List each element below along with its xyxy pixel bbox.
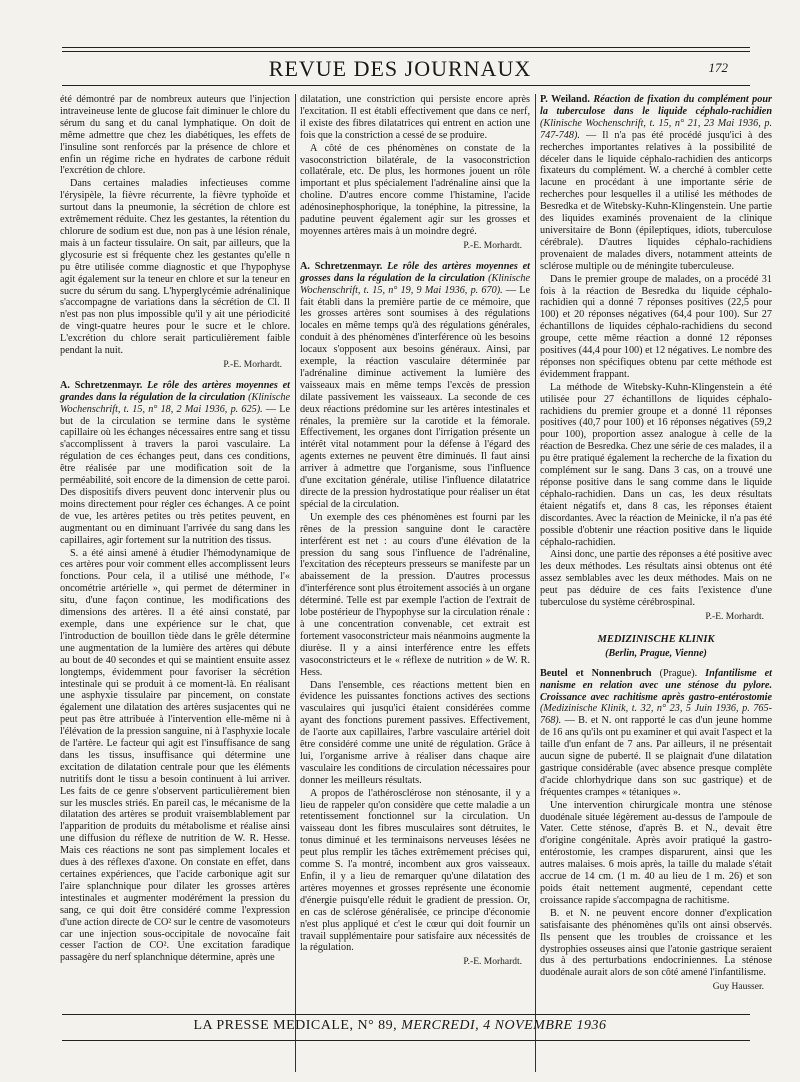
paragraph: La méthode de Witebsky-Kuhn-Klingenstein a été utilisée pour 27 échantillons de liquides céphalo-rachidiens du premier groupe et a donné 11 réponses positives (40,7 pour 100) et 16 réponses négatives (59,2 pour 100), proportion assez analogue à celle de la réaction de Besredka. Chez une série de ces malades, il a pu être pratiqué également la recherche de la fixation du complément sur le sang. Dans 3 cas, on a trouvé une réponse positive dans le sang comme dans le liquide céphalo-rachidien. Dans un cas, les deux résultats étaient négatifs et, dans 8 cas, les réponses étaient discordantes. Avec la réaction de Meinicke, il n'a pas été possible d'obtenir une réaction positive dans le liquide céphalo-rachidien. bbox=[540, 381, 772, 548]
signature: P.-E. Morhardt. bbox=[463, 240, 522, 251]
header-divider bbox=[62, 85, 750, 86]
footer-rule bbox=[62, 1040, 750, 1041]
paragraph: été démontré par de nombreux auteurs que l'injection intraveineuse lente de glucose fait diminuer le chlore du sérum du sang et du canal lymphatique. On doit de même admettre que chez les diabétiques, les effets de l'insuline sont renforcés par la présence de chlore et enfin un régime riche en hydrates de carbone réduit l'excrétion de chlore. bbox=[60, 94, 290, 177]
column-2 bbox=[300, 94, 530, 975]
paragraph: Dans certaines maladies infectieuses comme l'érysipèle, la fièvre récurrente, la fièvre typhoïde et surtout dans la pneumonie, la sécrétion de chlore est extrêmement réduite. Chez les gestantes, la rétention du chlorure de sodium est due, non pas à une lésion rénale, mais à un facteur tissulaire. On sait, par ailleurs, que la glycosurie est si fréquente chez les gestantes qu'elle n pu être utilisée comme diagnostic et que l'hypophyse agit également sur la teneur en chlore et sur la teneur en sucre du sérum du sang. L'hyperglycémie adrénalinique s'accompagne de variations dans la sécrétion de Cl. Il n'est pas non plus impossible qu'il y ait une périodicité de vingt-quatre heures pour le sucre et le chlore. L'excrétion du chlore serait particulièrement faible pendant la nuit. bbox=[60, 178, 290, 357]
article-reference: (Klinische Wochenschrift, t. 15, n° 19, 9 Mai 1936, p. 670). bbox=[300, 272, 530, 296]
footer-journal: LA PRESSE MEDICALE, N° 89, bbox=[193, 1018, 398, 1033]
article-title: Infantilisme et nanisme en relation avec une sténose du pylore. Croissance avec rachitisme après gastro-entérostomie bbox=[540, 667, 772, 703]
signature: P.-E. Morhardt. bbox=[463, 957, 522, 968]
article-reference: (Klinische Wochenschrift, t. 15, n° 21, 23 Mai 1936, p. 747-748). bbox=[540, 117, 772, 141]
header-rule bbox=[62, 47, 750, 48]
article-author: P. Weiland. bbox=[540, 94, 590, 105]
footer-date: MERCREDI, 4 NOVEMBRE 1936 bbox=[401, 1018, 607, 1033]
footer-rule bbox=[62, 1014, 750, 1015]
article-text: — Le but de la circulation se termine dans le système capillaire où les échanges nécessaires entre sang et tissu s'accomplissent à travers la paroi vasculaire. La régulation de ces échanges peut, dans ces conditions, être réalisée par une modification soit de la perméabilité, soit encore de la dimension de cette paroi. Des dispositifs divers peuvent donc intervenir plus ou moins directement pour régler ces échanges. A ce point de vue, les artères petites ou très petites peuvent, en augmentant ou en diminuant l'arrivée du sang dans les capillaires, agir fortement sur la nutrition des tissus. bbox=[60, 403, 291, 546]
paragraph: B. et N. ne peuvent encore donner d'explication satisfaisante des phénomènes qu'ils ont ainsi observés. Ils pensent que les troubles de croissance et les dystrophies osseuses ainsi que l'atonie gastrique seraient dus à des perturbations endocriniennes. La sténose duodénale aurait alors de son côté amené l'infantilisme. bbox=[540, 907, 772, 979]
paragraph: Dans l'ensemble, ces réactions mettent bien en évidence les puissantes fonctions actives des sections vasculaires qui jusqu'ici étaient considérées comme ayant des fonctions purement passives. Effectivement, de l'aorte aux capillaires, l'arbre vasculaire artériel doit être considéré comme une unité de régulation. Grâce à lui, l'organisme arrive à réaliser dans chaque aire vasculaire les conditions de circulation nécessaires pour donner les meilleurs résultats. bbox=[300, 679, 530, 786]
section-title: MEDIZINISCHE KLINIK bbox=[597, 633, 715, 645]
article-title: Le rôle des artères moyennes et grandes dans la régulation de la circulation bbox=[60, 379, 291, 403]
column-3 bbox=[540, 94, 772, 1000]
article-title: Réaction de fixation du complément pour la tuberculose dans le liquide céphalo-rachidien bbox=[540, 94, 773, 117]
page-number: 172 bbox=[708, 60, 728, 75]
page-footer bbox=[0, 1018, 800, 1034]
paragraph: dilatation, une constriction qui persiste encore après l'excitation. Il est établi effectivement que dans ce nerf, il existe des fibres dilatatrices qui entrent en action une fois que la constriction a cessé de se produire. bbox=[300, 94, 530, 141]
column-1 bbox=[60, 94, 290, 964]
signature: Guy Hausser. bbox=[712, 982, 764, 993]
article-abstract bbox=[540, 668, 772, 799]
article-text: — Il n'a pas été procédé jusqu'ici à des recherches importantes relatives à la possibilité de déceler dans le liquide céphalo-rachidien des anticorps fixateurs du complément. W. a cherché à combler cette lacune en procédant à une importante série de recherches pour lesquelles il a utilisé les méthodes de Besredka et de Witebsky-Kuhn-Klingenstein. Une partie des liquides examinés provenaient de la clinique universitaire de Bonn (épileptiques, idiots, tuberculose cérébrale). D'autres liquides céphalo-rachidiens provenaient de malades divers, notamment atteints de sclérose multiple ou de méningite tuberculeuse. bbox=[540, 129, 772, 272]
article-reference: (Medizinische Klinik, t. 32, n° 23, 5 Juin 1936, p. 765-768). bbox=[540, 703, 772, 727]
article-abstract bbox=[60, 380, 290, 547]
article-abstract bbox=[300, 261, 530, 511]
paragraph: Ainsi donc, une partie des réponses a été positive avec les deux méthodes. Les résultats ainsi obtenus ont été assez semblables avec les deux méthodes. Mais on ne peut pas déduire de ces faits l'existence d'une tuberculose du système cérébrospinal. bbox=[540, 549, 772, 609]
article-place: (Prague). bbox=[659, 667, 698, 679]
article-author: A. Schretzenmayr. bbox=[60, 379, 143, 391]
article-abstract bbox=[540, 94, 772, 273]
paragraph: A propos de l'athérosclérose non sténosante, il y a lieu de rappeler qu'on considère que cette maladie a un retentissement fonctionnel sur la circulation. Un vaisseau dont les fibres musculaires sont détruites, le tonus diminué et les terminaisons nerveuses lésées ne peut plus remplir les tâches extrêmement précises qui, comme S. l'a montré, incombent aux gros vaisseaux. Enfin, il y a lieu de remarquer qu'une dilatation des artères moyennes et grosses représente une économie d'énergie puisqu'elle réduit le gradient de pression. Or, en cas de sclérose généralisée, ce principe d'économie n'est plus appliqué et c'est le cœur qui doit fournir un travail supplémentaire pour satisfaire aux nécessités de la régulation. bbox=[300, 787, 530, 954]
section-subtitle: (Berlin, Prague, Vienne) bbox=[605, 647, 707, 659]
article-title: Le rôle des artères moyennes et grosses dans la régulation de la circulation bbox=[300, 260, 531, 284]
page-title: REVUE DES JOURNAUX bbox=[268, 56, 532, 81]
article-text: — B. et N. ont rapporté le cas d'un jeune homme de 16 ans qu'ils ont pu examiner et qui avait l'aspect et la taille d'un enfant de 7 ans. Par ailleurs, il ne présentait aucun signe de puberté. Il se plaignait d'une dilatation gastrique considérable (avec absence presque complète d'acide chlorhydrique dans son suc gastrique) et de fréquentes crampes « tétaniques ». bbox=[540, 715, 772, 798]
paragraph: A côté de ces phénomènes on constate de la vasoconstriction bilatérale, de la vasoconstriction collatérale, etc. De plus, les hormones jouent un rôle important et plus spécialement l'adrénaline ainsi que la choline. D'autres encore comme l'histamine, l'acide adénosinephosphorique, la tonéphine, la pitressine, la padutine peuvent également agir sur les grosses et moyennes artères mais à un moindre degré. bbox=[300, 142, 530, 237]
paragraph: Une intervention chirurgicale montra une sténose duodénale située légèrement au-dessus de l'ampoule de Vater. Cette sténose, d'après B. et N., devait être d'origine congénitale. Après avoir pratiqué la gastro-entérostomie, les crampes disparurent, ainsi que les autres malaises. 6 mois après, la taille du malade s'était accrue de 14 cm. (1 m. 40 au lieu de 1 m. 26) et son poids était nettement augmenté, cependant cette croissance rapide s'accompagna de rachitisme. bbox=[540, 799, 772, 906]
column-divider bbox=[295, 94, 296, 1072]
article-reference: (Klinische Wochenschrift, t. 15, n° 18, 2 Mai 1936, p. 625). bbox=[60, 391, 290, 415]
signature: P.-E. Morhardt. bbox=[705, 611, 764, 622]
signature: P.-E. Morhardt. bbox=[223, 359, 282, 370]
column-divider bbox=[535, 94, 536, 1072]
header-rule bbox=[62, 51, 750, 52]
paragraph: Dans le premier groupe de malades, on a procédé 31 fois à la réaction de Besredka du liquide céphalo-rachidien qui a donné 7 réponses positives (22,5 pour 100) et 20 réponses négatives (64,4 pour 100). Sur 27 échantillons de liquides céphalo-rachidiens du second groupe, cette même réaction a donné 12 réponses positives (44,4 pour 100) et 12 négatives. Le nombre des réponses non spécifiques obtenu par cette méthode est évidemment frappant. bbox=[540, 273, 772, 380]
article-author: Beutel et Nonnenbruch bbox=[540, 667, 652, 679]
article-author: A. Schretzenmayr. bbox=[300, 260, 383, 272]
paragraph: Un exemple des ces phénomènes est fourni par les rênes de la pression sanguine dont le caractère interférent est net : au cours d'une élévation de la pression du sang sous l'influence de l'adrénaline, l'excitation des récepteurs presseurs se manifeste par un abaissement de la pression. D'autres processus d'interférence sont plus étroitement associés à un organe déterminé. Telle est par exemple l'action de l'extrait de lobe postérieur de l'hypophyse sur la circulation rénale : à une concentration convenable, cet extrait est fortement vasoconstricteur mais néanmoins augmente la diurèse. Il y a ainsi interférence entre les effets vasoconstricteurs et le « réflexe de nutrition » de W. R. Hess. bbox=[300, 511, 530, 678]
paragraph: S. a été ainsi amené à étudier l'hémodynamique de ces artères pour voir comment elles accomplissent leurs fonctions. Pour cela, il a utilisé une méthode, l'« oncométrie artérielle », qui permet de déterminer in situ, d'une façon continue, les modifications des dimensions des artères. Il a été ainsi constaté, par exemple, dans une expérience sur le chat, que l'introduction de bouillon tiède dans le grêle détermine une augmentation de la lumière des artères qui débute au bout de 40 secondes et qui se maintient ensuite assez longtemps, évidemment pour favoriser la sécrétion intestinale qui se produit à ce moment-là. En réalisant une asphyxie tissulaire par pincement, on constate également une dilatation des artères susjacentes qui ne peut pas être attribuée à l'intervention elle-même ni à l'élévation de la pression sanguine, ni à l'asphyxie locale de l'artère. Le facteur qui agit est l'insuffisance de sang dans les tissus, insuffisance qui détermine une excitation de dilatation centrale pour que les éléments nutritifs dont le tissu a besoin continuent à lui arriver. Les faits de ce genre s'observent particulièrement bien sur les muscles striés. En pareil cas, le mécanisme de la dilatation des artères se produit vraisemblablement par l'apparition de produits du métabolisme et réalise ainsi une diffusion du réflexe de nutrition de W. R. Hesse. Mais ces réactions ne sont pas simplement locales et dues à des réflexes d'axone. On constate en effet, dans certaines expériences, que l'acide carbonique agit sur l'aire splanchnique pour dilater les grosses artères intestinales et augmenter modérément la pression du sang, ce qui doit être considéré comme l'expression d'une action directe de CO² sur le centre de vasomoteurs car une injection sous-occipitale de novocaïne fait cesser l'action de CO². Une excitation faradique passagère du nerf splanchnique détermine, après une bbox=[60, 547, 290, 964]
article-text: — Le fait établi dans la première partie de ce mémoire, que les grosses artères sont soumises à des régulations locales en même temps qu'à des régulations générales, conduit à des phénomènes d'interférence où les besoins locaux s'opposent aux besoins généraux. Ainsi, par exemple, la réaction vasculaire déterminée par l'adrénaline diminue activement la lumière des vaisseaux mais en même temps l'excès de pression dilate passivement les vaisseaux. La seconde de ces deux réactions prédomine sur les artères intestinales et rénales, la première sur la carotide et la fémorale. Effectivement, les organes dont l'irrigation présente un intérêt vital notamment pour la défense à l'égard des agents externes ne peuvent être diminués. Il faut ainsi arriver à admettre que l'organisme, sous l'influence d'une excitation générale, utilise l'influence dilatatrice directe de la pression hydrostatique pour réaliser un état spécial de la circulation. bbox=[300, 284, 531, 510]
